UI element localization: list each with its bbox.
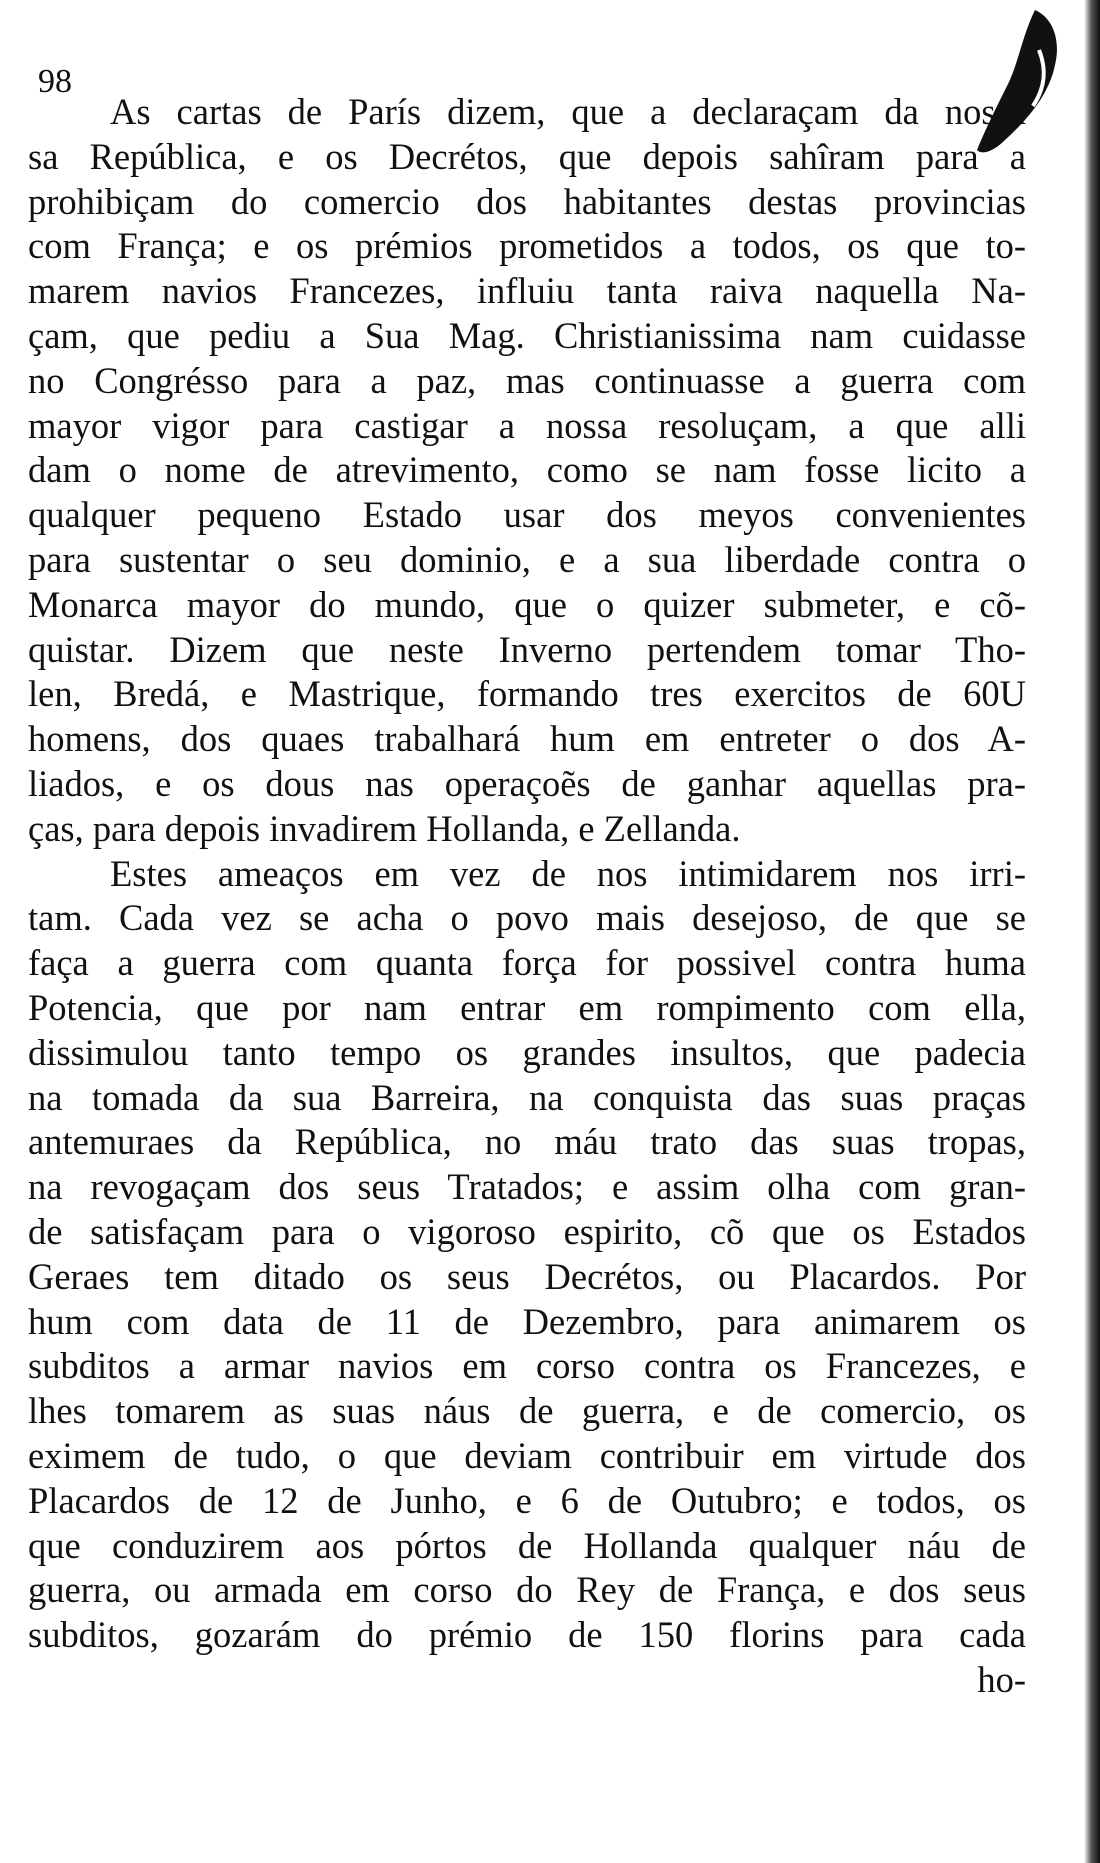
text-line: faça a guerra com quanta força for possivel contra huma — [28, 942, 1026, 984]
text-line: na tomada da sua Barreira, na conquista das suas praças — [28, 1076, 1026, 1118]
text-line: len, Bredá, e Mastrique, formando tres exercitos de 60U — [28, 673, 1026, 715]
catchword: ho- — [977, 1658, 1026, 1700]
text-line: Estes ameaços em vez de nos intimidarem nos irri- — [110, 852, 1026, 894]
text-line: eximem de tudo, o que deviam contribuir em virtude dos — [28, 1434, 1026, 1476]
text-line: qualquer pequeno Estado usar dos meyos convenientes — [28, 494, 1026, 536]
text-line: homens, dos quaes trabalhará hum em entreter o dos A- — [28, 718, 1026, 760]
text-line: para sustentar o seu dominio, e a sua liberdade contra o — [28, 538, 1026, 580]
text-line: no Congrésso para a paz, mas continuasse a guerra com — [28, 359, 1026, 401]
text-line: Monarca mayor do mundo, que o quizer submeter, e cõ- — [28, 583, 1026, 625]
text-line: dam o nome de atrevimento, como se nam fosse licito a — [28, 449, 1026, 491]
text-line: guerra, ou armada em corso do Rey de França, e dos seus — [28, 1569, 1026, 1611]
text-line: de satisfaçam para o vigoroso espirito, cõ que os Estados — [28, 1210, 1026, 1252]
torn-page-edge — [1084, 0, 1100, 1863]
text-line: ças, para depois invadirem Hollanda, e Zellanda. — [28, 807, 741, 849]
text-line: dissimulou tanto tempo os grandes insultos, que padecia — [28, 1031, 1026, 1073]
text-line: çam, que pediu a Sua Mag. Christianissima nam cuidasse — [28, 314, 1026, 356]
text-line: antemuraes da República, no máu trato das suas tropas, — [28, 1121, 1026, 1163]
text-line: Potencia, que por nam entrar em rompimento com ella, — [28, 986, 1026, 1028]
text-line: quistar. Dizem que neste Inverno pertendem tomar Tho- — [28, 628, 1026, 670]
text-line: Geraes tem ditado os seus Decrétos, ou Placardos. Por — [28, 1255, 1026, 1297]
text-line: subditos, gozarám do prémio de 150 florins para cada — [28, 1614, 1026, 1656]
body-text — [28, 90, 1026, 1703]
text-line: lhes tomarem as suas náus de guerra, e de comercio, os — [28, 1390, 1026, 1432]
text-line: subditos a armar navios em corso contra os Francezes, e — [28, 1345, 1026, 1387]
text-line: com França; e os prémios prometidos a todos, os que to- — [28, 225, 1026, 267]
text-line: hum com data de 11 de Dezembro, para animarem os — [28, 1300, 1026, 1342]
text-line: tam. Cada vez se acha o povo mais desejoso, de que se — [28, 897, 1026, 939]
page-number: 98 — [38, 63, 72, 100]
text-line: Placardos de 12 de Junho, e 6 de Outubro; e todos, os — [28, 1479, 1026, 1521]
text-line: na revogaçam dos seus Tratados; e assim olha com gran- — [28, 1166, 1026, 1208]
text-line: liados, e os dous nas operaçoẽs de ganhar aquellas pra- — [28, 762, 1026, 804]
text-line: marem navios Francezes, influiu tanta raiva naquella Na- — [28, 270, 1026, 312]
text-line: prohibiçam do comercio dos habitantes destas provincias — [28, 180, 1026, 222]
text-line: As cartas de París dizem, que a declaraçam da nossa — [110, 91, 1026, 132]
text-line: mayor vigor para castigar a nossa resoluçam, a que alli — [28, 404, 1026, 446]
text-line: que conduzirem aos pórtos de Hollanda qualquer náu de — [28, 1524, 1026, 1566]
text-line: sa República, e os Decrétos, que depois sahîram para a — [28, 135, 1026, 177]
